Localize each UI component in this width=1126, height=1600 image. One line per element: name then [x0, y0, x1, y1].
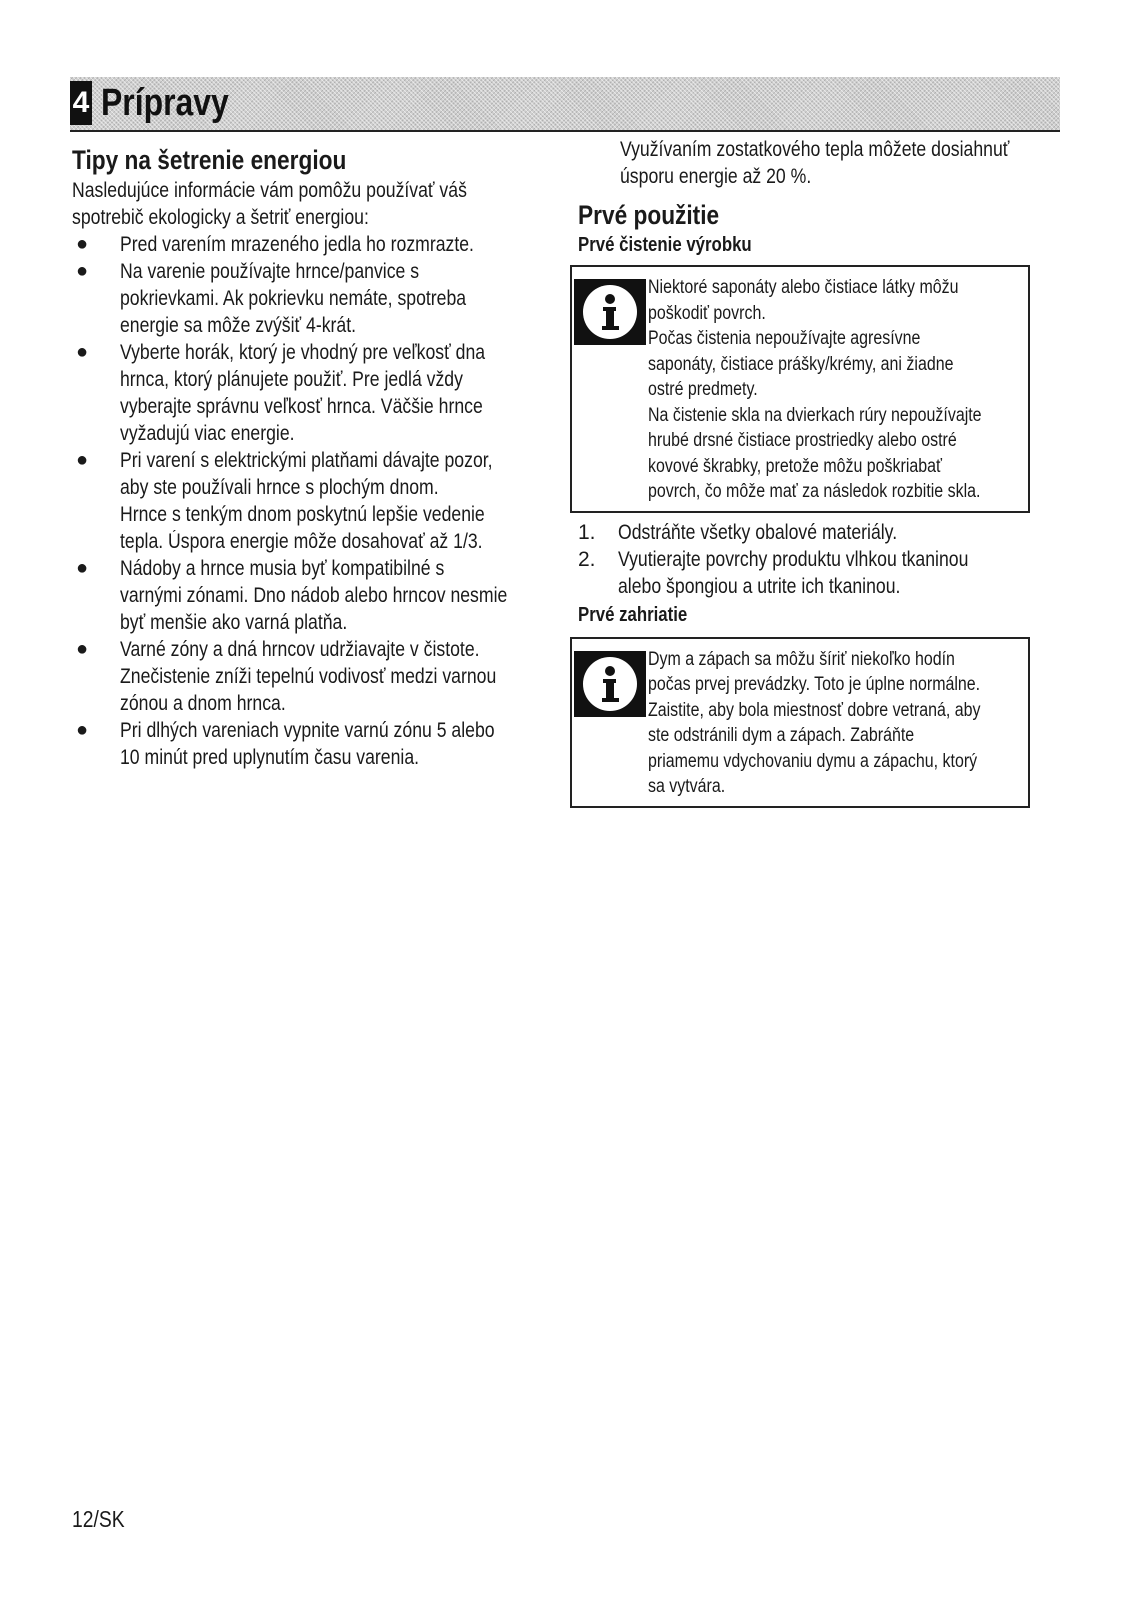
continuation-paragraph: Využívaním zostatkového tepla môžete dosiahnuť úsporu energie až 20 %. — [620, 138, 1010, 188]
info-box-cleaning — [570, 265, 1030, 513]
info-box-heating — [570, 637, 1030, 808]
list-item: ● Vyberte horák, ktorý je vhodný pre veľkosť dna hrnca, ktorý plánujete použiť. Pre jedlá vždy vyberajte správnu veľkosť hrnca. Väčšie hrnce vyžadujú viac energie. — [76, 341, 486, 445]
left-column — [72, 143, 552, 771]
chapter-title: Prípravy — [101, 82, 229, 124]
right-column — [578, 136, 1048, 808]
bullet-icon: ● — [76, 557, 89, 579]
info-text-cleaning: Niektoré saponáty alebo čistiace látky môžu poškodiť povrch. Počas čistenia nepoužívajte agresívne saponáty, čistiace prášky/krémy, ani žiadne ostré predmety. Na čistenie skla na dvierkach rúry nepoužívajte hrubé drsné čistiace prostriedky alebo ostré kovové škrabky, pretože môžu poškriabať povrch, čo môže mať za následok rozbitie skla. — [648, 277, 982, 502]
list-item: ● Pri varení s elektrickými platňami dávajte pozor, aby ste používali hrnce s plochým dnom. Hrnce s tenkým dnom poskytnú lepšie vedenie tepla. Úspora energie môže dosahovať až 1/3. — [76, 449, 493, 553]
energy-tips-list — [72, 231, 552, 771]
subtitle-first-heating: Prvé zahriatie — [578, 603, 688, 626]
step-number: 2. — [578, 547, 596, 571]
bullet-icon: ● — [76, 449, 89, 471]
page-number: 12/SK — [72, 1506, 125, 1532]
info-icon — [574, 279, 646, 345]
subtitle-first-cleaning: Prvé čistenie výrobku — [578, 234, 752, 256]
section-title-first-use: Prvé použitie — [578, 200, 720, 230]
info-icon — [574, 651, 646, 717]
list-item: ● Pri dlhých vareniach vypnite varnú zónu 5 alebo 10 minút pred uplynutím času varenia. — [76, 719, 495, 769]
intro-paragraph: Nasledujúce informácie vám pomôžu používať váš spotrebič ekologicky a šetriť energiou: — [72, 179, 467, 229]
list-item: ● Nádoby a hrnce musia byť kompatibilné s varnými zónami. Dno nádob alebo hrncov nesmie byť menšie ako varná platňa. — [76, 557, 508, 634]
bullet-icon: ● — [76, 260, 89, 282]
bullet-icon: ● — [76, 341, 89, 363]
list-item: 2. Vyutierajte povrchy produktu vlhkou tkaninou alebo špongiou a utrite ich tkaninou. — [578, 547, 969, 598]
bullet-icon: ● — [76, 233, 89, 255]
chapter-number: 4 — [70, 81, 92, 125]
list-item: ● Na varenie používajte hrnce/panvice s pokrievkami. Ak pokrievku nemáte, spotreba energie sa môže zvýšiť 4-krát. — [76, 260, 467, 337]
list-item: ● Pred varením mrazeného jedla ho rozmrazte. — [76, 233, 474, 256]
chapter-header — [70, 77, 1060, 132]
step-number: 1. — [578, 520, 596, 544]
first-cleaning-steps — [578, 519, 1048, 600]
bullet-icon: ● — [76, 719, 89, 741]
bullet-icon: ● — [76, 638, 89, 660]
list-item: ● Varné zóny a dná hrncov udržiavajte v čistote. Znečistenie zníži tepelnú vodivosť medzi varnou zónou a dnom hrnca. — [76, 638, 497, 715]
list-item: 1. Odstráňte všetky obalové materiály. — [578, 520, 898, 544]
info-text-heating: Dym a zápach sa môžu šíriť niekoľko hodín počas prvej prevádzky. Toto je úplne normálne. Zaistite, aby bola miestnosť dobre vetraná, aby ste odstránili dym a zápach. Zabráňte priamemu vdychovaniu dymu a zápachu, ktorý sa vytvára. — [648, 648, 981, 797]
section-title-energy: Tipy na šetrenie energiou — [72, 145, 347, 175]
